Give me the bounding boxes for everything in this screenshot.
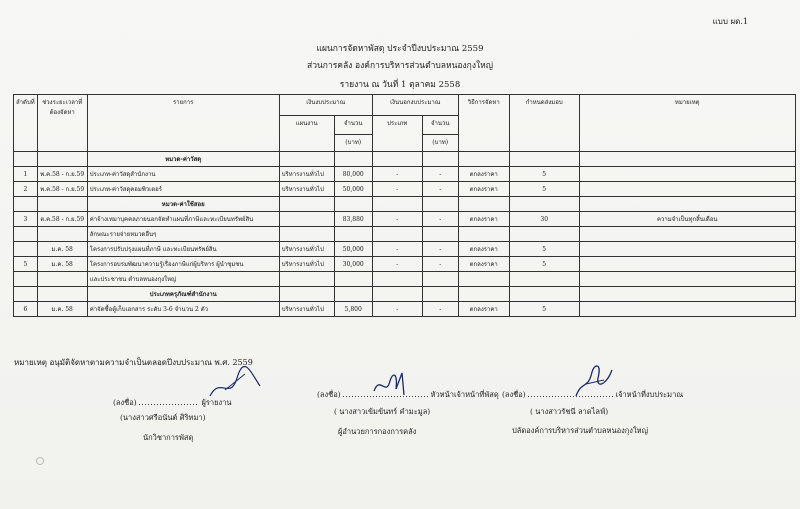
row-note: [579, 257, 795, 272]
row-no: [14, 242, 38, 257]
header-method: วิธีการจัดหา: [458, 95, 509, 152]
row-deadline: 30: [509, 212, 579, 227]
signature-2-name: ( นางสาวเข้มข้นทร์ คำมะมูล): [334, 407, 431, 416]
row-period: ม.ค. 58: [37, 257, 87, 272]
header-plan: แผนงาน: [279, 116, 334, 152]
header-note: หมายเหตุ: [579, 95, 795, 152]
row-note: [579, 182, 795, 197]
row-no: 1: [14, 167, 38, 182]
table-row: [14, 302, 796, 317]
signature-1-prefix: (ลงชื่อ): [113, 398, 137, 407]
signature-3-role: เจ้าหน้าที่งบประมาณ: [615, 390, 684, 399]
row-no: 5: [14, 257, 38, 272]
header-baht: (บาท): [334, 135, 372, 152]
signature-2-role: หัวหน้าเจ้าหน้าที่พัสดุ: [430, 390, 499, 399]
section-heading: ประเภทครุภัณฑ์สำนักงาน: [87, 287, 279, 302]
row-plan: บริหารงานทั่วไป: [279, 242, 334, 257]
row-type: -: [372, 242, 422, 257]
row-deadline: 5: [509, 257, 579, 272]
table-section-row: [14, 287, 796, 302]
signature-3-mark: [568, 360, 618, 404]
punch-hole: [36, 457, 44, 465]
table-section-row: [14, 197, 796, 212]
agency-title: ส่วนการคลัง องค์การบริหารส่วนตำบลหนองกุงใหญ่: [307, 61, 493, 71]
row-period: ต.ค.58 - ก.ย.59: [37, 212, 87, 227]
header-budget: เงินงบประมาณ: [279, 95, 372, 116]
row-off-amount: -: [422, 242, 458, 257]
header-amount: จำนวน: [334, 116, 372, 135]
table-row: [14, 167, 796, 182]
row-deadline: 5: [509, 242, 579, 257]
row-no: 3: [14, 212, 38, 227]
row-plan: บริหารงานทั่วไป: [279, 167, 334, 182]
row-method: ตกลงราคา: [458, 302, 509, 317]
row-off-amount: -: [422, 167, 458, 182]
row-method: ตกลงราคา: [458, 212, 509, 227]
signature-3-position: ปลัดองค์การบริหารส่วนตำบลหนองกุงใหญ่: [512, 426, 648, 435]
row-item: โครงการปรับปรุงแผนที่ภาษี และทะเบียนทรัพย์สิน: [87, 242, 279, 257]
row-method: ตกลงราคา: [458, 167, 509, 182]
row-method: ตกลงราคา: [458, 257, 509, 272]
row-method: ตกลงราคา: [458, 182, 509, 197]
signature-1-mark: [205, 366, 265, 402]
row-item: ประเภท-ค่าวัสดุสำนักงาน: [87, 167, 279, 182]
signature-1-role: ผู้รายงาน: [201, 398, 232, 407]
table-row: [14, 257, 796, 272]
row-method: ตกลงราคา: [458, 242, 509, 257]
table-section-row: [14, 152, 796, 167]
signature-2-mark: [368, 367, 412, 401]
continuation-text: และประชาชน ตำบลหนองกุงใหญ่: [87, 272, 279, 287]
section-heading: หมวด-ค่าวัสดุ: [87, 152, 279, 167]
row-deadline: 5: [509, 182, 579, 197]
row-off-amount: -: [422, 257, 458, 272]
row-period: ม.ค. 58: [37, 302, 87, 317]
continuation-text: ลักษณะรายจ่ายหมวดอื่นๆ: [87, 227, 279, 242]
signature-2-prefix: (ลงชื่อ): [317, 390, 341, 399]
row-plan: [279, 212, 334, 227]
table-row: [14, 212, 796, 227]
section-heading: หมวด-ค่าใช้สอย: [87, 197, 279, 212]
row-type: -: [372, 167, 422, 182]
row-type: -: [372, 257, 422, 272]
header-off-amount: จำนวน: [422, 116, 458, 135]
row-plan: บริหารงานทั่วไป: [279, 302, 334, 317]
signature-1-name: (นางสาวศรีอนันต์ ศิริทมา): [120, 413, 206, 422]
signature-2-position: ผู้อำนวยการกองการคลัง: [338, 427, 417, 436]
row-item: ค่าจ้างเหมาบุคคลภายนอกจัดทำแผนที่ภาษีและทะเบียนทรัพย์สิน: [87, 212, 279, 227]
row-period: ม.ค. 58: [37, 242, 87, 257]
header-items: รายการ: [87, 95, 279, 152]
table-row: [14, 242, 796, 257]
row-amount: 5,800: [334, 302, 372, 317]
row-amount: 83,880: [334, 212, 372, 227]
header-period: ช่วงระยะเวลาที่ต้องจัดหา: [37, 95, 87, 152]
signature-3-name: ( นางสาวรัชนี ลาดไลฟ์): [530, 407, 609, 416]
row-amount: 80,000: [334, 167, 372, 182]
row-deadline: 5: [509, 302, 579, 317]
row-amount: 30,000: [334, 257, 372, 272]
row-plan: บริหารงานทั่วไป: [279, 257, 334, 272]
row-item: โครงการอบรมพัฒนาความรู้เรื่องภาษีแก่ผู้บริหาร ผู้นำชุมชน: [87, 257, 279, 272]
row-amount: 50,000: [334, 242, 372, 257]
row-note: ความจำเป็นทุกสิ้นเดือน: [579, 212, 795, 227]
row-off-amount: -: [422, 212, 458, 227]
table-row: [14, 182, 796, 197]
row-no: 2: [14, 182, 38, 197]
row-period: พ.ค.58 - ก.ย.59: [37, 182, 87, 197]
row-note: [579, 167, 795, 182]
row-item: ประเภท-ค่าวัสดุคอมพิวเตอร์: [87, 182, 279, 197]
row-note: [579, 302, 795, 317]
signature-1-position: นักวิชาการพัสดุ: [143, 433, 194, 442]
header-off-budget: เงินนอกงบประมาณ: [372, 95, 458, 116]
header-deadline: กำหนดส่งมอบ: [509, 95, 579, 152]
remark-text: หมายเหตุ อนุมัติจัดหาตามความจำเป็นตลอดปีงบประมาณ พ.ศ. 2559: [14, 358, 253, 367]
row-off-amount: -: [422, 302, 458, 317]
header-off-baht: (บาท): [422, 135, 458, 152]
header-type: ประเภท: [372, 116, 422, 152]
row-no: 6: [14, 302, 38, 317]
procurement-plan-table: [13, 94, 796, 317]
header-no: ลำดับที่: [14, 95, 38, 152]
row-note: [579, 242, 795, 257]
row-item: ค่าจัดซื้อตู้เก็บเอกสาร ระดับ 3-6 จำนวน 2 ตัว: [87, 302, 279, 317]
report-date: รายงาน ณ วันที่ 1 ตุลาคม 2558: [339, 80, 461, 90]
signature-3-prefix: (ลงชื่อ): [502, 390, 526, 399]
table-section-row: [14, 272, 796, 287]
row-type: -: [372, 182, 422, 197]
row-deadline: 5: [509, 167, 579, 182]
row-off-amount: -: [422, 182, 458, 197]
form-code: แบบ ผด.1: [712, 17, 748, 26]
plan-title: แผนการจัดหาพัสดุ ประจำปีงบประมาณ 2559: [316, 44, 484, 54]
row-type: -: [372, 302, 422, 317]
row-period: พ.ค.58 - ก.ย.59: [37, 167, 87, 182]
row-plan: บริหารงานทั่วไป: [279, 182, 334, 197]
row-type: -: [372, 212, 422, 227]
table-section-row: [14, 227, 796, 242]
row-amount: 50,000: [334, 182, 372, 197]
